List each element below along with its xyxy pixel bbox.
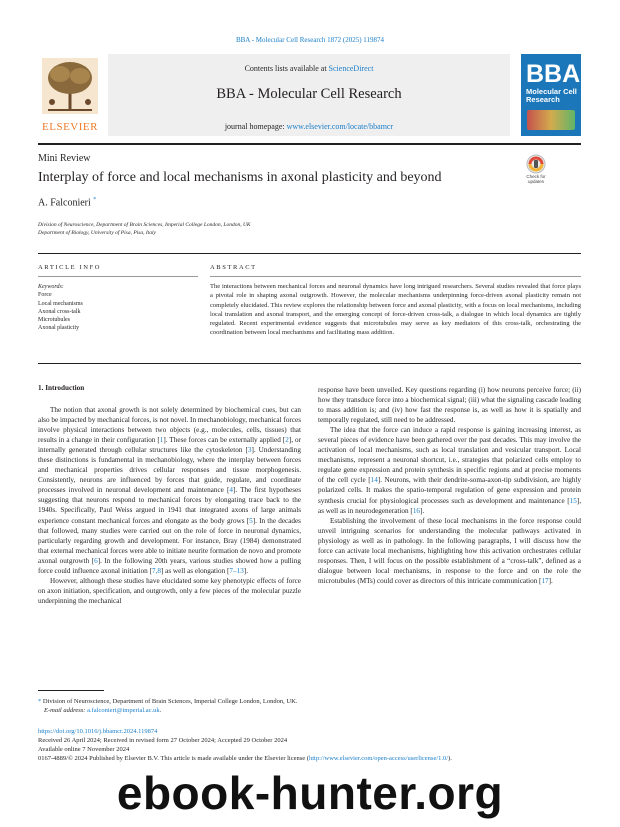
author-line (38, 197, 96, 208)
paragraph-text: ]. Neurons, with their dendrite-soma-axon-tip subdivision, are highly polarized cells. It makes the spatio-temporal regulation of gene expression and protein synthesis crucial for physiological processes such as development and maintenance [ (318, 476, 581, 505)
doi-link[interactable]: https://doi.org/10.1016/j.bbamcr.2024.119874 (38, 728, 158, 735)
body-paragraph (38, 405, 301, 576)
paragraph-text: ]. In the decades that followed, many studies were carried out on the role of force in neuronal dynamics, particularly regarding growth and development. For instance, Bray (1984) demonstrated that external mechanical forces were able to initiate neurite formation de novo and promote axonal outgrowth [ (38, 516, 301, 565)
author-footnote (38, 697, 581, 715)
citation-link[interactable]: 17 (541, 576, 549, 585)
body-column-right (318, 385, 581, 586)
homepage-line (108, 122, 510, 131)
abstract-heading: ABSTRACT (210, 264, 257, 271)
online-date: Available online 7 November 2024 (38, 746, 130, 753)
check-for-updates-label: Check for updates (526, 174, 546, 184)
keyword-item: Microtubules (38, 317, 70, 324)
paragraph-text: Establishing the involvement of these local mechanisms in the force response could unveil intriguing scenarios for understanding the molecular pathways activated in physiology as well as in pathology. In the following paragraphs, I will discuss how the force can activate local mechanisms, highlighting how this activation orchestrates cellular responses. Then, I will focus on the possible establishment of a “cross-talk”, defined as a dialogue between local mechanisms, in response to the force and on the role the microtubules (MTs) could cover as directors of this intricate communication [ (318, 516, 581, 585)
publisher-name: ELSEVIER (42, 121, 98, 133)
article-info-heading: ARTICLE INFO (38, 264, 102, 271)
paragraph-text: However, although these studies have elucidated some key phenotypic effects of force on axon initiation, specification, and outgrowth, only a few pieces of the molecular puzzle underpinning the mechanical (38, 576, 301, 605)
keyword-item: Axonal plasticity (38, 325, 80, 332)
citation-link[interactable]: 6 (94, 556, 98, 565)
body-paragraph (318, 516, 581, 586)
email-link[interactable]: a.falconieri@imperial.ac.uk (87, 707, 160, 714)
contents-line (108, 64, 510, 73)
article-type: Mini Review (38, 153, 91, 164)
sciencedirect-link[interactable]: ScienceDirect (328, 64, 374, 73)
email-suffix: . (159, 707, 162, 714)
footnote-email-line (38, 706, 581, 715)
keyword-item: Axonal cross-talk (38, 308, 81, 315)
license-suffix: ). (448, 755, 452, 762)
authors-rule (38, 253, 581, 254)
affiliation-2: Department of Biology, University of Pisa, Pisa, Italy (38, 230, 156, 236)
license-line (38, 754, 581, 763)
paragraph-text: The notion that axonal growth is not solely determined by biochemical cues, but can also be impacted by mechanical forces, is not novel. In mechanobiology, mechanical forces involve physical interactions between two objects (e.g., molecules, cells, tissues) that results in a change in their configuration [ (38, 406, 301, 445)
article-title: Interplay of force and local mechanisms in axonal plasticity and beyond (38, 170, 442, 185)
cover-artwork (527, 110, 575, 130)
license-link[interactable]: http://www.elsevier.com/open-access/userlicense/1.0/ (308, 755, 449, 762)
citation-link[interactable]: 3 (247, 446, 252, 455)
email-label: E-mail address: (44, 707, 86, 714)
paragraph-text: ]. Understanding these distinctions is fundamental in mechanobiology, where the interplay between forces and mechanical properties drives cellular responses and tissue morphogenesis. Consistently, neurons are influenced by forces that guide, regulate, and coordinate processes involved in neuronal development and maintenance [ (38, 446, 301, 495)
paragraph-text: ], or internally generated through cellular structures like the cytoskeleton [ (38, 436, 301, 455)
citation-link[interactable]: 16 (412, 506, 420, 515)
keywords-block (38, 283, 198, 333)
abstract-rule (210, 276, 581, 277)
paragraph-text: ]. These forces can be externally applied [ (163, 436, 286, 445)
citation-link[interactable]: 15 (569, 496, 577, 505)
paragraph-text: ]. (548, 576, 553, 585)
homepage-link[interactable]: www.elsevier.com/locate/bbamcr (286, 122, 394, 131)
paragraph-text: ] as well as elongation [ (160, 566, 230, 575)
keywords-label: Keywords: (38, 284, 64, 290)
footnote-text: Division of Neuroscience, Department of Brain Sciences, Imperial College London, London, UK. (42, 698, 298, 705)
paragraph-text: ]. In the following 20th years, various studies showed how a pulling force could influence axonal initiation [ (38, 556, 301, 575)
journal-name: BBA - Molecular Cell Research (216, 86, 402, 102)
citation-link[interactable]: 2 (285, 436, 289, 445)
cover-subtitle: Molecular Cell Research (526, 87, 577, 104)
citation-link[interactable]: 14 (370, 476, 378, 485)
contents-prefix: Contents lists available at (244, 64, 329, 73)
paragraph-text: ]. The first hypotheses suggesting that neurons respond to mechanical forces by elongating trace back to the 1940s. Specifically, Paul Weiss argued in 1941 that integrated axons of large animals experience constant mechanical forces and elongate as the body grows [ (38, 486, 301, 525)
author-name: A. Falconieri (38, 197, 91, 209)
affiliation-1: Division of Neuroscience, Department of Brain Sciences, Imperial College London, London, UK (38, 222, 251, 228)
cover-title: BBA (526, 60, 581, 88)
footnote-rule (38, 690, 104, 691)
homepage-prefix: journal homepage: (224, 122, 287, 131)
footnote-affiliation (38, 697, 581, 706)
citation-link[interactable]: 7–13 (229, 566, 244, 575)
body-column-left (38, 405, 301, 606)
body-paragraph (318, 385, 581, 425)
citation-link[interactable]: 7,8 (151, 566, 161, 575)
paragraph-text: response have been unveiled. Key questions regarding (i) how neurons perceive force; (ii) how they transduce force into a biochemical signal; (iii) what the signaling cascade leading to mass addition is; and (iv) how fast the response is, as well as how it is spatially and temporally regulated, still need to be addressed. (318, 386, 581, 425)
author-footnote-mark[interactable]: * (93, 197, 97, 203)
paragraph-text: The idea that the force can induce a rapid response is gaining increasing interest, as several pieces of evidence have been gathered over the past decades. This may involve the activation of local mechanisms, such as local translation and vesicular transport. Local mechanisms, represent a neuronal shortcut, i.e., strategies that polarized cells employ to regulate gene expression and protein synthesis in specific regions and at precise moments of the cell cycle [ (318, 426, 581, 485)
keyword-item: Force (38, 292, 52, 299)
article-meta (38, 727, 581, 763)
received-dates: Received 26 April 2024; Received in revised form 27 October 2024; Accepted 29 October 2024 (38, 737, 288, 744)
license-prefix: 0167-4889/© 2024 Published by Elsevier B.V. This article is made available under the Elsevier license ( (38, 755, 309, 762)
paragraph-text: ]. (243, 566, 248, 575)
journal-citation-link[interactable]: BBA - Molecular Cell Research 1872 (2025) 119874 (235, 36, 385, 44)
watermark: ebook-hunter.org (116, 767, 504, 819)
header-rule (38, 143, 581, 145)
body-paragraph (318, 425, 581, 515)
journal-cover (521, 54, 581, 136)
info-rule (38, 276, 198, 277)
paragraph-text: ], as well as in neurodegeneration [ (318, 496, 581, 515)
section-heading: 1. Introduction (38, 384, 85, 392)
keyword-item: Local mechanisms (38, 300, 83, 307)
citation-link[interactable]: 4 (229, 486, 233, 495)
footnote-star: * (38, 698, 42, 705)
abstract-text: The interactions between mechanical forces and neuronal dynamics have long intrigued researchers. Several studies revealed that force plays a pivotal role in shaping axonal outgrowth. However, the molecular mechanisms underpinning force-driven axonal plasticity remain not completely elucidated. This review explores the relationship between force and axonal plasticity, with a focus on local mechanisms, including local translation and axonal transport, and the emerging concept of force-driven cross-talk, a dialogue in which local dynamics are tightly regulated. Recent experimental evidence suggests that microtubules may serve as key mediators of this cross-talk, orchestrating the coordination between local mechanisms and facilitating mass addition. (210, 283, 581, 337)
body-paragraph (38, 576, 301, 606)
citation-link[interactable]: 1 (159, 436, 164, 445)
citation-link[interactable]: 5 (249, 516, 253, 525)
paragraph-text: ]. (420, 506, 425, 515)
abstract-bottom-rule (38, 363, 581, 364)
